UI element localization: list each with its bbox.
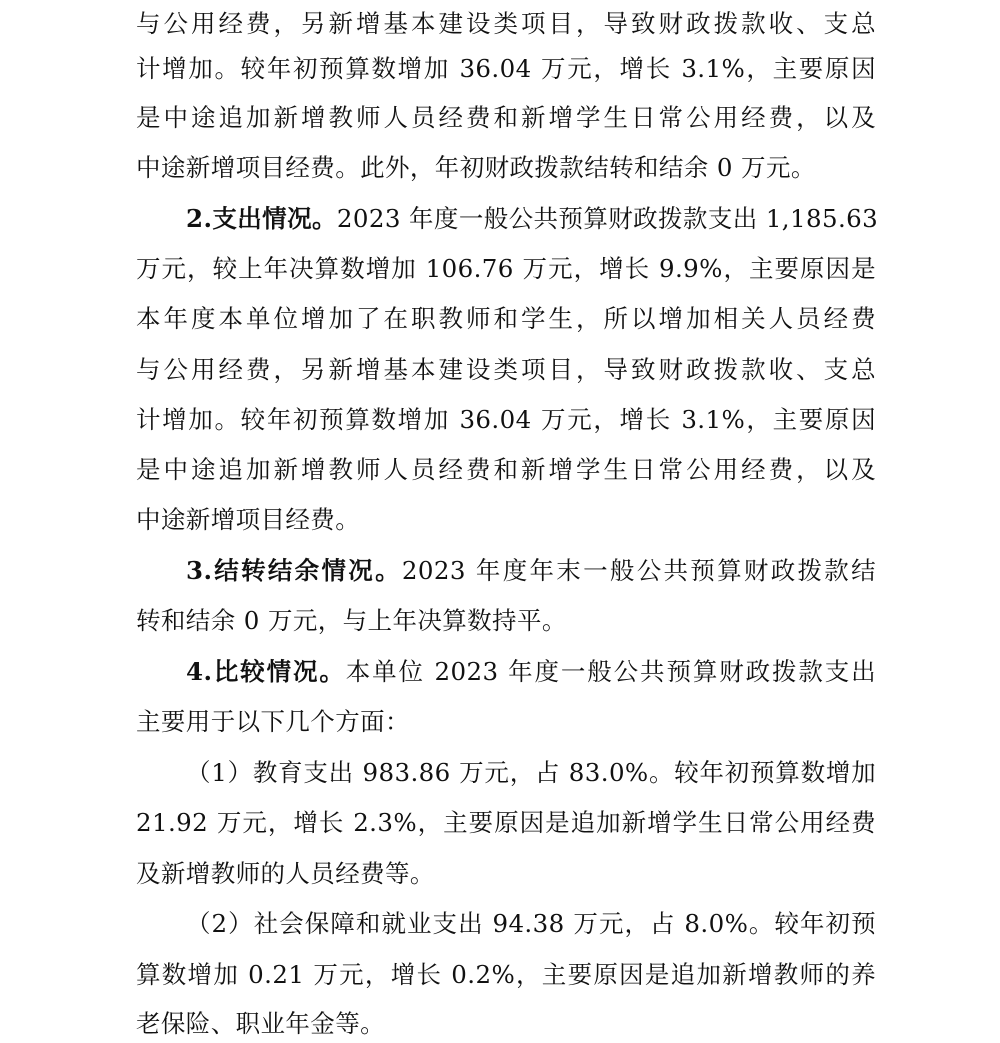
paragraph-text: 2023 年度一般公共预算财政拨款支出 1,185.63 [336, 204, 879, 233]
list-item-1-first-line: （1）教育支出 983.86 万元，占 83.0%。较年初预算数增加 [186, 758, 876, 787]
section-3-heading: 3.结转结余情况。 [186, 556, 402, 585]
paragraph-line: 主要用于以下几个方面： [136, 707, 410, 736]
paragraph-line: 转和结余 0 万元，与上年决算数持平。 [136, 606, 567, 635]
paragraph-line: 是中途追加新增教师人员经费和新增学生日常公用经费，以及 [136, 455, 876, 484]
section-2-heading: 2.支出情况。 [186, 204, 337, 233]
paragraph-line: 与公用经费，另新增基本建设类项目，导致财政拨款收、支总 [136, 9, 876, 38]
section-3-first-line [186, 553, 876, 589]
paragraph-line: 中途新增项目经费。此外，年初财政拨款结转和结余 0 万元。 [136, 153, 816, 182]
paragraph-line: 是中途追加新增教师人员经费和新增学生日常公用经费，以及 [136, 103, 876, 132]
paragraph-text: 本单位 2023 年度一般公共预算财政拨款支出 [345, 657, 876, 686]
paragraph-line: 算数增加 0.21 万元，增长 0.2%，主要原因是追加新增教师的养 [136, 960, 876, 989]
paragraph-line: 与公用经费，另新增基本建设类项目，导致财政拨款收、支总 [136, 355, 876, 384]
paragraph-line: 老保险、职业年金等。 [136, 1009, 385, 1038]
paragraph-line: 及新增教师的人员经费等。 [136, 859, 435, 888]
section-2-first-line [186, 201, 879, 237]
paragraph-line: 计增加。较年初预算数增加 36.04 万元，增长 3.1%，主要原因 [136, 405, 876, 434]
paragraph-line: 中途新增项目经费。 [136, 505, 361, 534]
section-4-heading: 4.比较情况。 [186, 657, 346, 686]
paragraph-line: 本年度本单位增加了在职教师和学生，所以增加相关人员经费 [136, 304, 876, 333]
section-4-first-line [186, 654, 876, 690]
paragraph-text: 2023 年度年末一般公共预算财政拨款结 [401, 556, 876, 585]
paragraph-line: 万元，较上年决算数增加 106.76 万元，增长 9.9%，主要原因是 [136, 254, 876, 283]
paragraph-line: 21.92 万元，增长 2.3%，主要原因是追加新增学生日常公用经费 [136, 808, 876, 837]
paragraph-line: 计增加。较年初预算数增加 36.04 万元，增长 3.1%，主要原因 [136, 54, 876, 83]
list-item-2-first-line: （2）社会保障和就业支出 94.38 万元，占 8.0%。较年初预 [186, 909, 876, 938]
